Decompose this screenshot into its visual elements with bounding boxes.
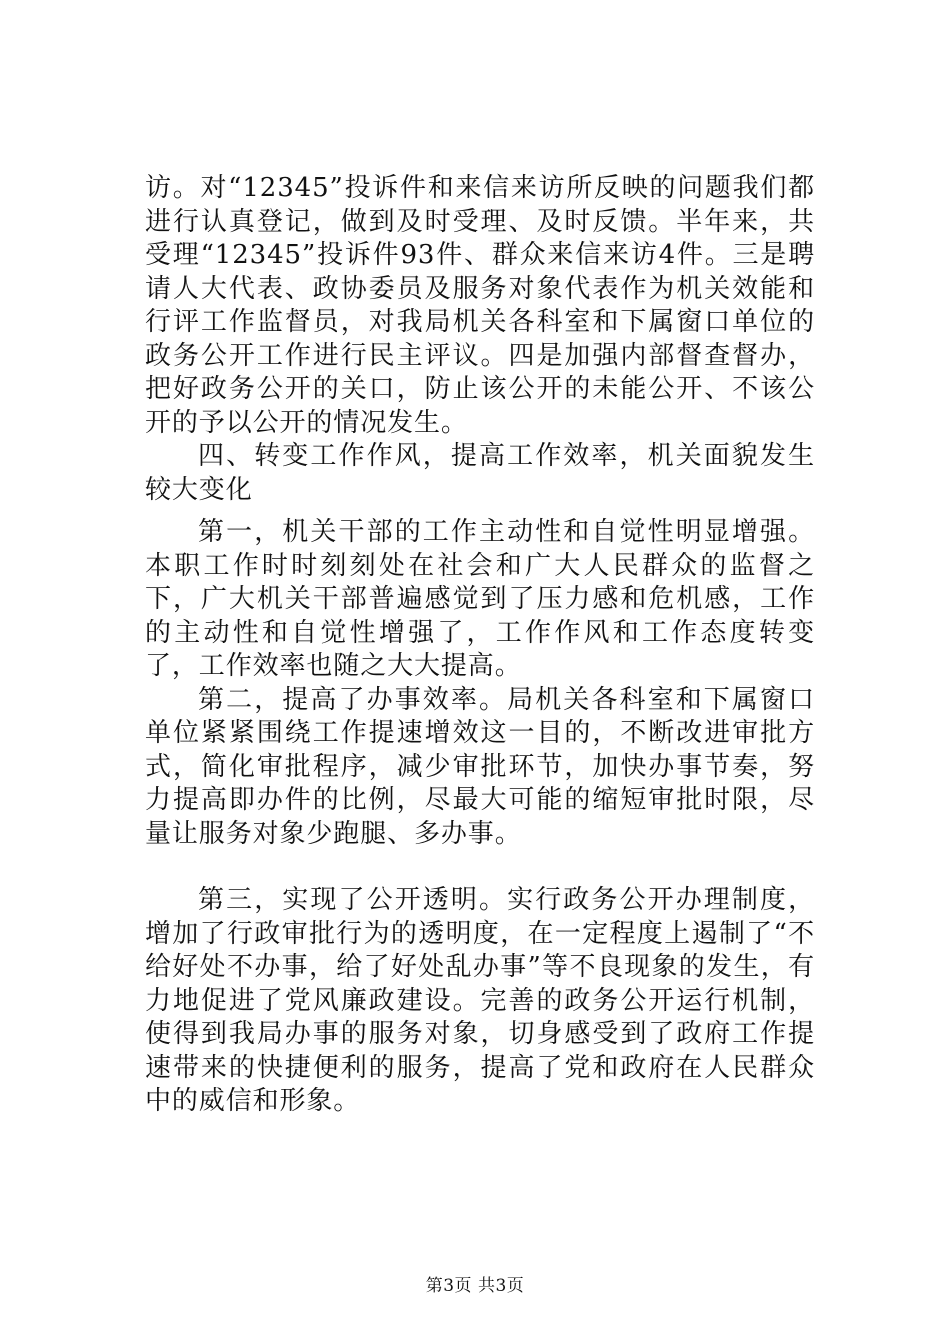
page-number-footer: 第3页 共3页 <box>425 1276 525 1296</box>
paragraph-first: 第一，机关干部的工作主动性和自觉性明显增强。本职工作时时刻刻处在社会和广大人民群众的监督之下，广大机关干部普遍感觉到了压力感和危机感，工作的主动性和自觉性增强了，工作作风和工作态度转变了，工作效率也随之大大提高。 <box>145 517 815 681</box>
paragraph-continuation: 访。对“12345”投诉件和来信来访所反映的问题我们都进行认真登记，做到及时受理、及时反馈。半年来，共受理“12345”投诉件93件、群众来信来访4件。三是聘请人大代表、政协委员及服务对象代表作为机关效能和行评工作监督员，对我局机关各科室和下属窗口单位的政务公开工作进行民主评议。四是加强内部督查督办，把好政务公开的关口，防止该公开的未能公开、不该公开的予以公开的情况发生。 <box>145 173 815 438</box>
document-body <box>145 172 815 1119</box>
paragraph-second: 第二，提高了办事效率。局机关各科室和下属窗口单位紧紧围绕工作提速增效这一目的，不断改进审批方式，简化审批程序，减少审批环节，加快办事节奏，努力提高即办件的比例，尽最大可能的缩短审批时限，尽量让服务对象少跑腿、多办事。 <box>145 684 815 849</box>
section-heading: 四、转变工作作风，提高工作效率，机关面貌发生较大变化 <box>145 441 815 505</box>
paragraph-third: 第三，实现了公开透明。实行政务公开办理制度，增加了行政审批行为的透明度，在一定程度上遏制了“不给好处不办事，给了好处乱办事”等不良现象的发生，有力地促进了党风廉政建设。完善的政务公开运行机制，使得到我局办事的服务对象，切身感受到了政府工作提速带来的快捷便利的服务，提高了党和政府在人民群众中的威信和形象。 <box>145 885 815 1116</box>
